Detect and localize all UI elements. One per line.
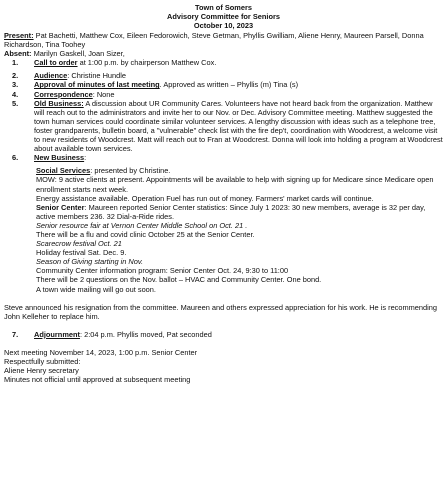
item-number: 6. [12,153,19,163]
item-label: Call to order [34,58,78,68]
scarecrow-festival: Scarecrow festival Oct. 21 [36,239,122,249]
item-text: : 2:04 p.m. Phyllis moved, Pat seconded [79,329,212,339]
community-center-program: Community Center information program: Senior Center Oct. 24, 9:30 to 11:00 [36,266,289,276]
season-of-giving: Season of Giving starting in Nov. [36,257,144,267]
item-number: 3. [12,80,19,90]
item-text: at 1:00 p.m. by chairperson Matthew Cox. [77,58,217,68]
committee-name: Advisory Committee for Seniors [167,12,280,21]
item-label: Approval of minutes of last meeting [34,80,160,90]
holiday-festival: Holiday festival Sat. Dec. 9. [36,248,127,258]
present-label: Present: [4,31,34,40]
agenda-item-approval [4,80,443,89]
agenda-item-adjournment [4,330,443,339]
document-header [4,3,443,30]
senior-center-line [36,203,443,221]
agenda-item-old-business [4,99,443,154]
item-text: . Approved as written – Phyllis (m) Tina (s) [159,80,299,90]
absent-list [4,49,443,58]
item-number: 5. [12,98,19,108]
resignation-announcement: Steve announced his resignation from the committee. Maureen and others expressed appreciation for his work. He is recommending John Kelleher to replace him. [4,302,437,321]
town-name: Town of Somers [195,3,252,12]
next-meeting: Next meeting November 14, 2023, 1:00 p.m. Senior Center [4,347,198,357]
item-text: : Christine Hundle [67,71,127,81]
agenda-item-correspondence [4,90,443,99]
social-services-line [36,166,443,175]
flu-clinic: There will be a flu and covid clinic October 25 at the Senior Center. [36,229,255,239]
item-label: New Business [34,153,85,163]
agenda-item-audience [4,71,443,80]
item-number: 1. [12,58,19,68]
social-services-text: : presented by Christine. [90,166,171,176]
meeting-date: October 10, 2023 [193,21,254,30]
item-text: A discussion about UR Community Cares. Volunteers have not heard back from the organization. Matthew will reach out to the administrators and invite her to our Nov. or Dec. Advisory Committee meeting. Matthew suggested the town human services could coordinate similar volunteer services. A lengthy discussion with ideas such as a telephone tree, foster grandparents, bulletin board, a "vulnerable" check list with the fire dep't, coordination with Woodcrest, a welcome visit to new residents of Woodcrest. Matt will reach out to Fran at Woodcrest. Donna will look into holding a program at Woodcrest about available town services. [34,98,443,154]
absent-names: Marilyn Gaskell, Joan Sizer, [33,49,125,59]
mow-text: MOW: 9 active clients at present. Appointments will be available to help with signing up for Medicare since Medicare open enrollment starts next week. [36,175,434,194]
present-names: Pat Bachetti, Matthew Cox, Eileen Fedorowich, Steve Getman, Phyllis Gwilliam, Aliene Henry, Maureen Parsell, Donna Richardson, Tina Toohey [4,31,424,50]
item-text: : [84,153,87,163]
agenda-item-new-business [4,153,443,162]
energy-text: Energy assistance available. Operation Fuel has run out of money. Farmers' market cards will continue. [36,193,374,203]
new-business-details [4,162,443,293]
minutes-note: Minutes not official until approved at subsequent meeting [4,375,191,385]
absent-label: Absent: [4,49,32,59]
item-label: Adjournment [34,329,80,339]
agenda-item-call-to-order [4,58,443,67]
item-label: Correspondence [34,89,93,99]
item-label: Audience [34,71,68,81]
senior-center-text: : Maureen reported Senior Center statistics: Since July 1 2023: 30 new members, average is 32 per day, active members 236. 32 Dial-a-Ride rides. [36,202,426,221]
senior-center-label: Senior Center [36,202,85,212]
respectfully-submitted: Respectfully submitted: [4,357,81,366]
town-mailing: A town wide mailing will go out soon. [36,284,156,294]
social-services-label: Social Services [36,166,91,176]
present-list [4,31,443,49]
senior-resource-fair: Senior resource fair at Vernon Center Middle School on Oct. 21 . [36,220,248,230]
secretary-name: Aliene Henry secretary [4,366,79,376]
item-number: 7. [12,329,19,339]
item-label: Old Business: [34,98,84,108]
ballot-questions: There will be 2 questions on the Nov. ballot – HVAC and Community Center. One bond. [36,275,322,285]
item-number: 4. [12,89,19,99]
item-text: : None [92,89,115,99]
item-number: 2. [12,71,19,81]
